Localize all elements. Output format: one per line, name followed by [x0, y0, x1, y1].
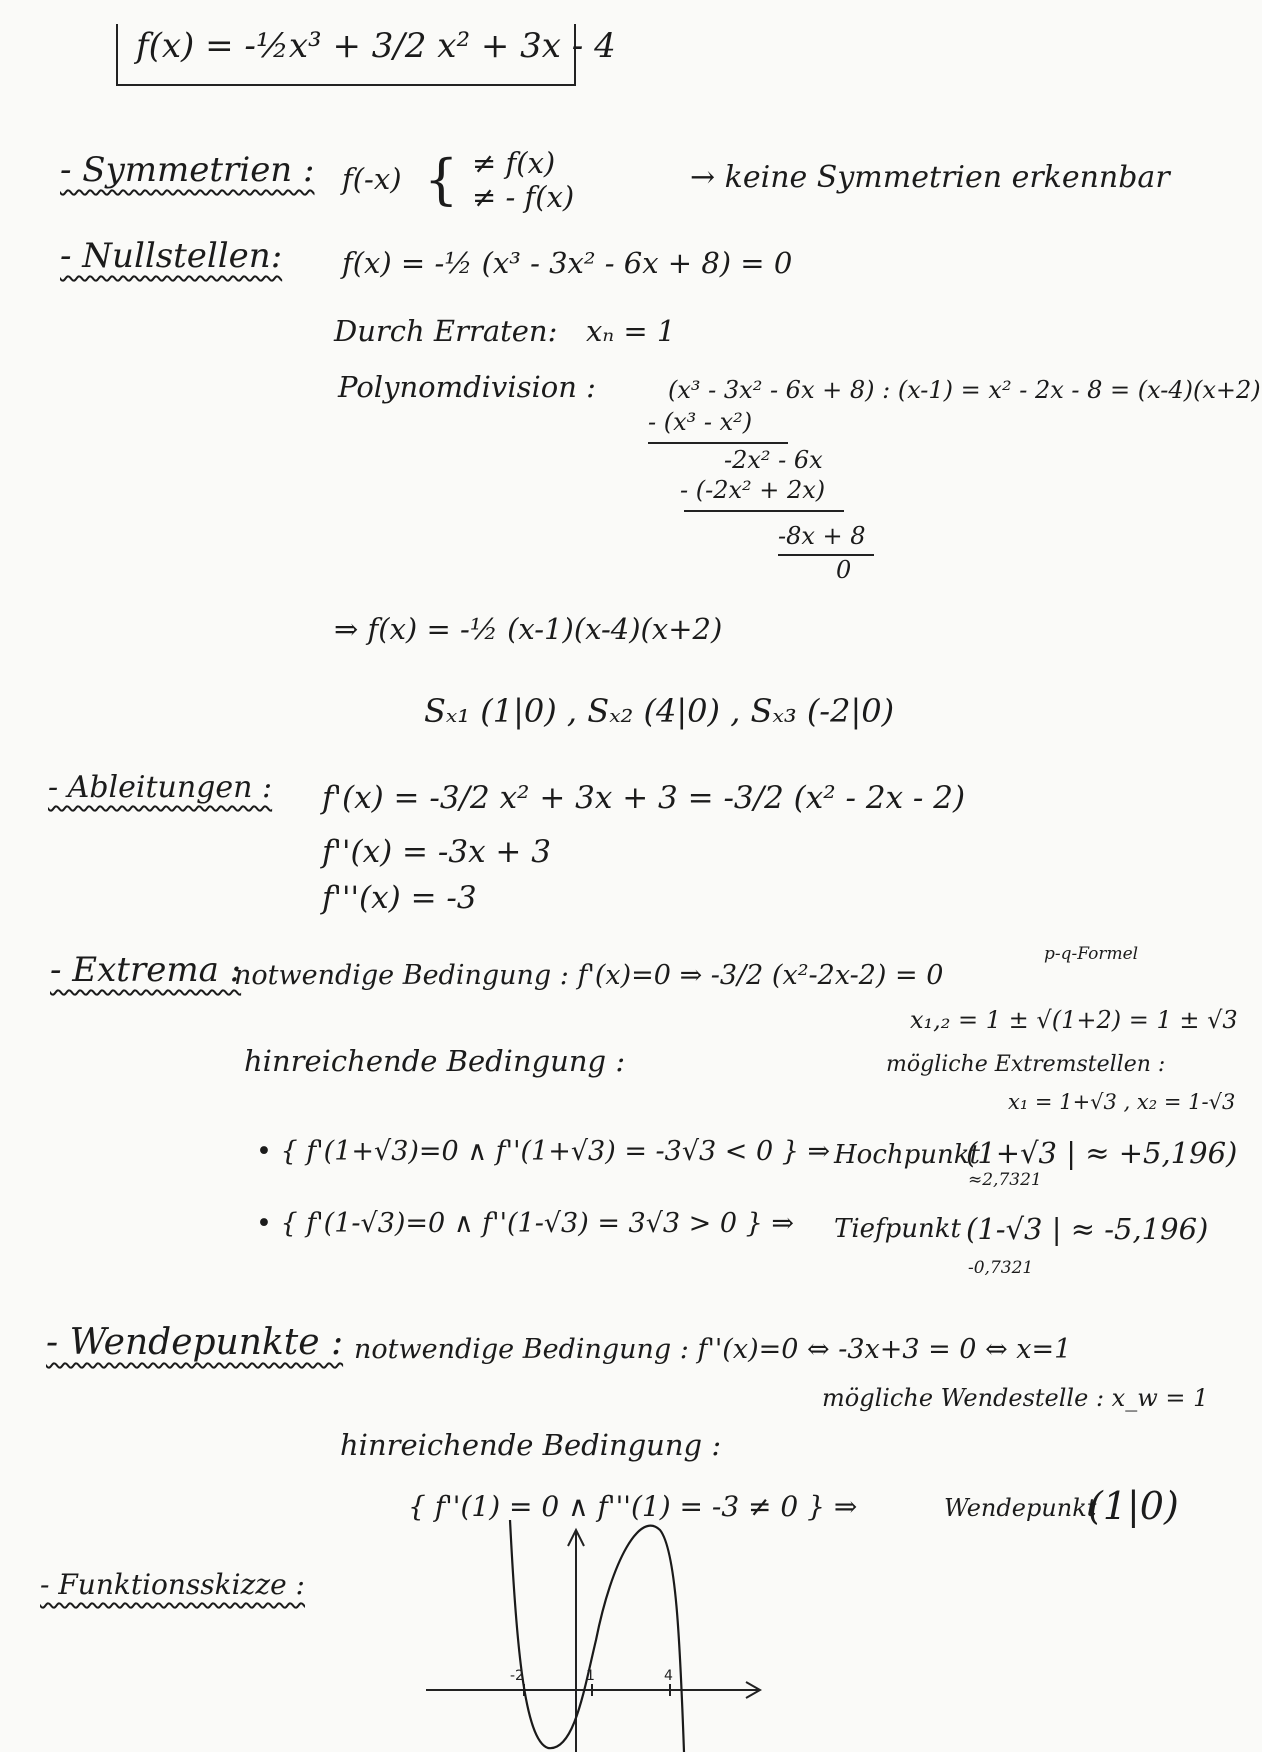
inflection-necessary: notwendige Bedingung : f''(x)=0 ⇔ -3x+3 = 0 ⇔ x=1: [354, 1334, 1072, 1365]
minimum-coordinates: (1-√3 | ≈ -5,196): [966, 1212, 1209, 1246]
division-line-2: - (x³ - x²): [648, 408, 753, 436]
symmetry-case-1: ≠ f(x): [472, 146, 556, 180]
division-line-4: - (-2x² + 2x): [680, 476, 826, 504]
symmetry-label: - Symmetrien :: [60, 150, 315, 190]
zeros-points: Sₓ₁ (1|0) , Sₓ₂ (4|0) , Sₓ₃ (-2|0): [424, 692, 895, 730]
inflection-possible: mögliche Wendestelle : x_w = 1: [822, 1384, 1209, 1412]
maximum-x-approx: ≈2,7321: [968, 1170, 1042, 1190]
tick-label-neg2: -2: [510, 1668, 524, 1684]
zeros-label: - Nullstellen:: [60, 236, 283, 276]
extrema-condition-1: • { f'(1+√3)=0 ∧ f''(1+√3) = -3√3 < 0 } ⇒: [256, 1136, 831, 1167]
zeros-factored: ⇒ f(x) = -½ (x-1)(x-4)(x+2): [334, 612, 723, 646]
zeros-division-label: Polynomdivision :: [338, 370, 596, 404]
extrema-label: - Extrema :: [50, 950, 242, 990]
derivative-2: f''(x) = -3x + 3: [322, 834, 551, 870]
pq-formula-note: p-q-Formel: [1044, 944, 1139, 964]
zeros-guess-value: xₙ = 1: [586, 314, 676, 348]
extrema-x12: x₁,₂ = 1 ± √(1+2) = 1 ± √3: [910, 1006, 1238, 1034]
inflection-condition: { f''(1) = 0 ∧ f'''(1) = -3 ≠ 0 } ⇒: [408, 1490, 858, 1523]
minimum-x-approx: -0,7321: [968, 1258, 1034, 1278]
tick-label-4: 4: [664, 1668, 673, 1684]
inflection-sufficient: hinreichende Bedingung :: [340, 1428, 722, 1462]
symmetry-expr: f(-x): [342, 162, 402, 196]
symmetry-case-2: ≠ - f(x): [472, 180, 575, 214]
maximum-coordinates: (1+√3 | ≈ +5,196): [966, 1136, 1238, 1170]
extrema-x-values: x₁ = 1+√3 , x₂ = 1-√3: [1008, 1090, 1236, 1114]
inflection-label: - Wendepunkte :: [46, 1322, 344, 1363]
derivatives-label: - Ableitungen :: [48, 770, 273, 805]
sketch-label: - Funktionsskizze :: [40, 1568, 305, 1601]
division-line-1: (x³ - 3x² - 6x + 8) : (x-1) = x² - 2x - 8 = (x-4)(x+2): [668, 376, 1261, 404]
zeros-guess-label: Durch Erraten:: [334, 314, 558, 348]
extrema-condition-2: • { f'(1-√3)=0 ∧ f''(1-√3) = 3√3 > 0 } ⇒: [256, 1208, 795, 1239]
minimum-label: Tiefpunkt: [834, 1214, 962, 1244]
division-line-3: -2x² - 6x: [724, 446, 823, 474]
derivative-1: f'(x) = -3/2 x² + 3x + 3 = -3/2 (x² - 2x - 2): [322, 780, 966, 816]
symmetry-brace: {: [424, 148, 459, 211]
extrema-necessary: notwendige Bedingung : f'(x)=0 ⇒ -3/2 (x²-2x-2) = 0: [234, 960, 944, 991]
maximum-label: Hochpunkt: [834, 1140, 980, 1170]
symmetry-result: → keine Symmetrien erkennbar: [690, 160, 1170, 195]
function-definition: f(x) = -½x³ + 3/2 x² + 3x - 4: [136, 26, 616, 66]
division-line-6: 0: [836, 556, 852, 584]
cubic-curve: [510, 1520, 684, 1752]
tick-label-1: 1: [586, 1668, 595, 1684]
extrema-possible: mögliche Extremstellen :: [886, 1052, 1166, 1077]
zeros-equation: f(x) = -½ (x³ - 3x² - 6x + 8) = 0: [342, 246, 793, 280]
extrema-sufficient: hinreichende Bedingung :: [244, 1044, 626, 1078]
derivative-3: f'''(x) = -3: [322, 880, 477, 916]
division-line-5: -8x + 8: [778, 522, 866, 550]
inflection-point-label: Wendepunkt: [944, 1494, 1097, 1522]
inflection-point-coordinates: (1|0): [1088, 1484, 1179, 1528]
